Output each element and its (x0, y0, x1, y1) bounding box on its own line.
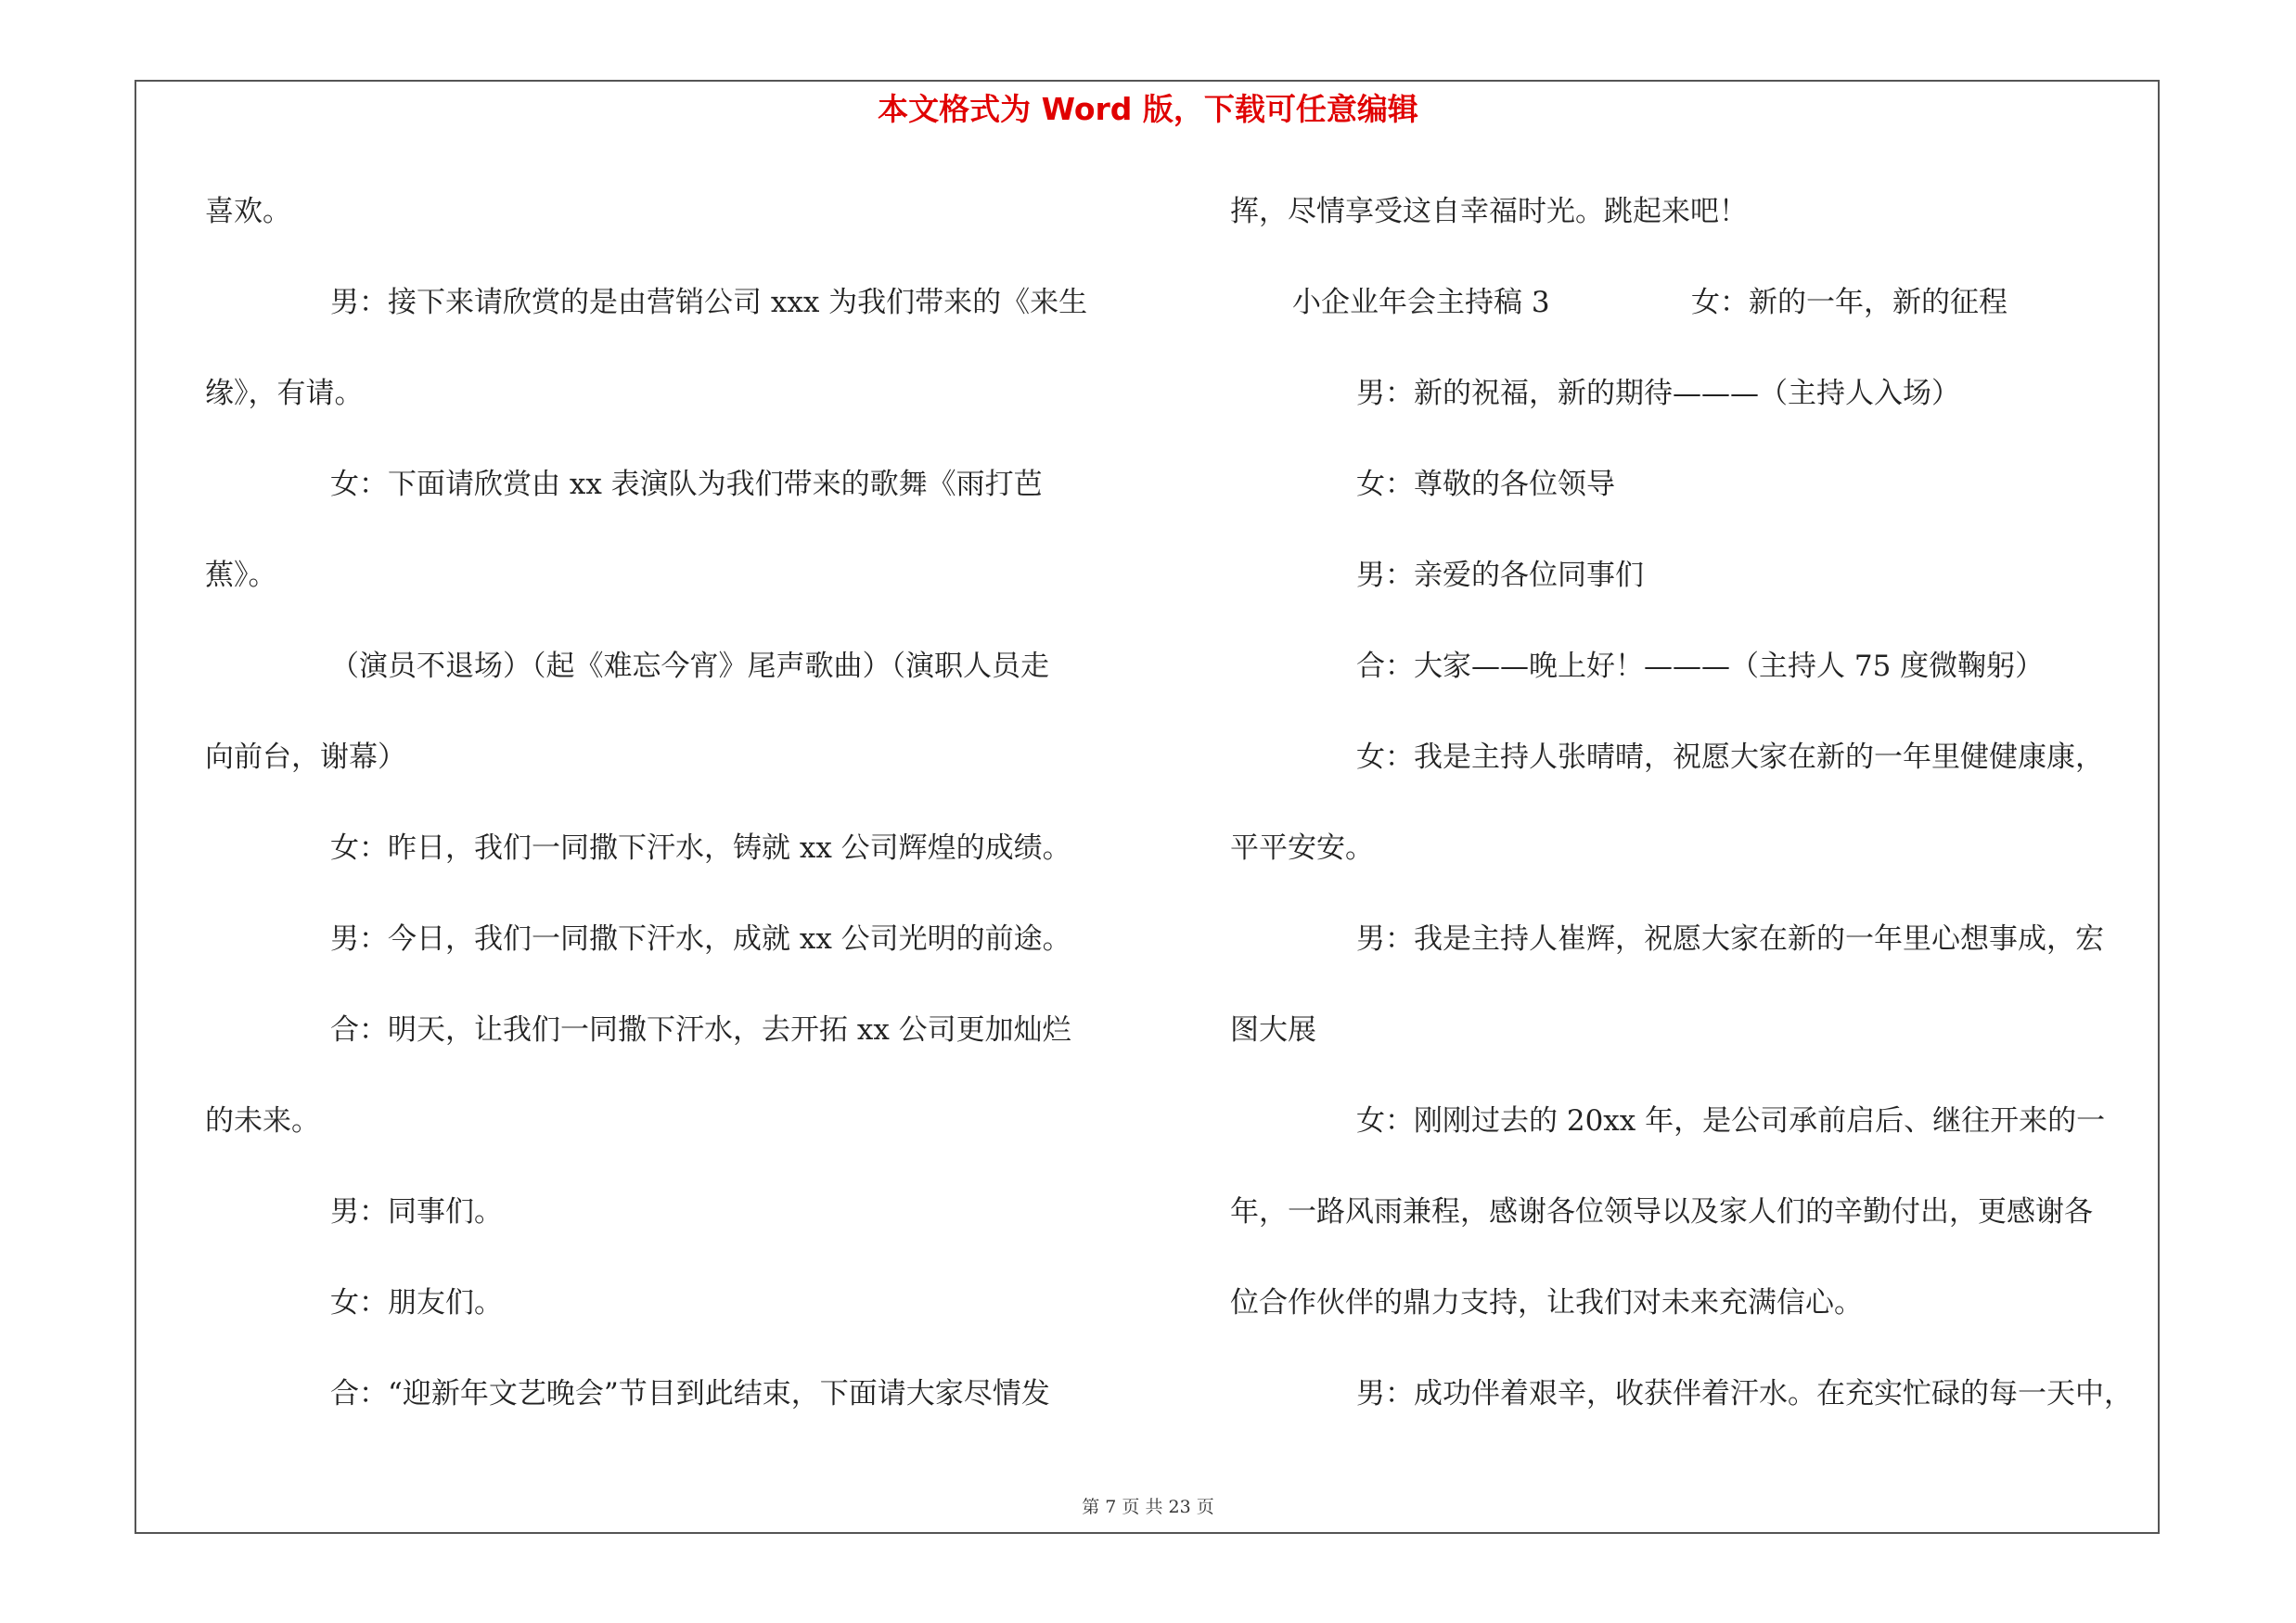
right-line-3: 男：新的祝福，新的期待———（主持人入场） (1356, 377, 1960, 410)
right-line-4: 女：尊敬的各位领导 (1356, 468, 1615, 501)
left-line-13: 女：朋友们。 (330, 1286, 503, 1320)
left-line-8: 女：昨日，我们一同撒下汗水，铸就 xx 公司辉煌的成绩。 (330, 831, 1071, 865)
left-line-5: 蕉》。 (205, 559, 277, 592)
right-line-6: 合：大家——晚上好！———（主持人 75 度微鞠躬） (1356, 650, 2045, 683)
right-line-13: 位合作伙伴的鼎力支持，让我们对未来充满信心。 (1230, 1286, 1863, 1320)
page-number-footer: 第 7 页 共 23 页 (1082, 1497, 1214, 1517)
left-line-6: （演员不退场）（起《难忘今宵》尾声歌曲）（演职人员走 (330, 650, 1049, 683)
word-format-banner: 本文格式为 Word 版，下载可任意编辑 (878, 91, 1418, 127)
left-line-4: 女：下面请欣赏由 xx 表演队为我们带来的歌舞《雨打芭 (330, 468, 1043, 501)
right-line-10: 图大展 (1230, 1013, 1316, 1047)
right-line-9: 男：我是主持人崔辉，祝愿大家在新的一年里心想事成，宏 (1356, 922, 2104, 956)
right-line-5: 男：亲爱的各位同事们 (1356, 559, 1644, 592)
right-section-heading: 小企业年会主持稿 3 (1292, 286, 1550, 319)
right-line-14: 男：成功伴着艰辛，收获伴着汗水。在充实忙碌的每一天中， (1356, 1377, 2133, 1410)
left-line-7: 向前台，谢幕） (205, 741, 406, 774)
right-line-1: 挥，尽情享受这自幸福时光。跳起来吧！ (1230, 195, 1748, 228)
left-line-9: 男：今日，我们一同撒下汗水，成就 xx 公司光明的前途。 (330, 922, 1071, 956)
left-line-11: 的未来。 (205, 1104, 320, 1138)
left-line-14: 合：“迎新年文艺晚会”节目到此结束，下面请大家尽情发 (330, 1377, 1050, 1410)
right-line-8: 平平安安。 (1230, 831, 1374, 865)
right-line-11: 女：刚刚过去的 20xx 年，是公司承前启后、继往开来的一 (1356, 1104, 2106, 1138)
right-line-7: 女：我是主持人张晴晴，祝愿大家在新的一年里健健康康， (1356, 741, 2104, 774)
left-line-1: 喜欢。 (205, 195, 291, 228)
right-line-12: 年，一路风雨兼程，感谢各位领导以及家人们的辛勤付出，更感谢各 (1230, 1195, 2093, 1229)
right-line-2-dialogue: 女：新的一年，新的征程 (1691, 286, 2007, 319)
left-line-12: 男：同事们。 (330, 1195, 503, 1229)
left-line-2: 男：接下来请欣赏的是由营销公司 xxx 为我们带来的《来生 (330, 286, 1088, 319)
left-line-3: 缘》，有请。 (205, 377, 364, 410)
left-line-10: 合：明天，让我们一同撒下汗水，去开拓 xx 公司更加灿烂 (330, 1013, 1071, 1047)
